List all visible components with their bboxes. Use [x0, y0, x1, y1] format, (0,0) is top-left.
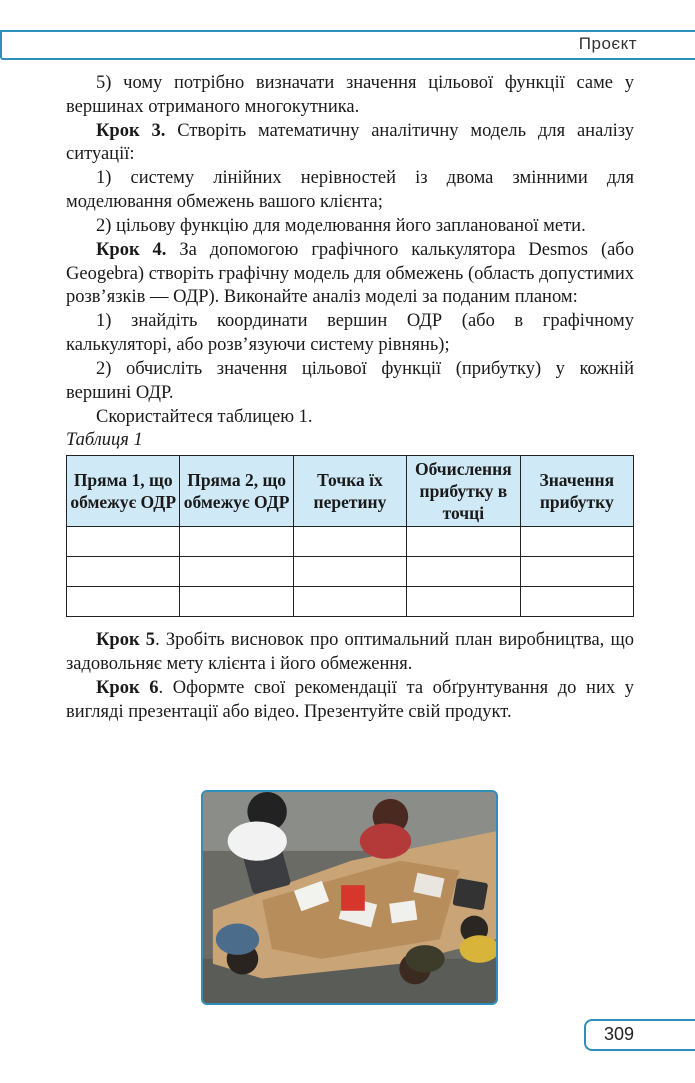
paragraph	[66, 629, 634, 676]
paragraph-text: 2) обчисліть значення цільової функції (прибутку) у кожній вершині ОДР.	[66, 359, 634, 403]
page-number-tab	[584, 1019, 695, 1051]
page-number: 309	[604, 1024, 635, 1044]
paragraph-text: . Зробіть висновок про оптимальний план виробництва, що задовольняє мету клієнта і його обмеження.	[66, 630, 634, 674]
paragraph	[66, 72, 634, 119]
page-content	[66, 72, 634, 724]
paragraph-text: 1) систему лінійних нерівностей із двома змінними для моделювання обмежень вашого клієнта;	[66, 168, 634, 212]
paragraph	[66, 120, 634, 167]
header-bar	[0, 30, 695, 60]
step-label: Крок 3.	[96, 120, 166, 141]
table-header-row	[67, 456, 634, 527]
table-cell	[407, 587, 520, 617]
step-label: Крок 5	[96, 630, 156, 651]
table-cell	[67, 527, 180, 557]
paragraph	[66, 310, 634, 357]
step-label: Крок 4.	[96, 240, 167, 261]
students-photo	[201, 790, 498, 1005]
section-title: Проєкт	[578, 34, 637, 53]
table-cell	[520, 557, 633, 587]
column-header: Точка їх перетину	[293, 456, 406, 527]
paragraph-text: 1) знайдіть координати вершин ОДР (або в графічному калькуляторі, або розв’язуючи систему рівнянь);	[66, 311, 634, 356]
table-row	[67, 587, 634, 617]
paragraph-text: . Оформте свої рекомендації та обґрунтування до них у вигляді презентації або відео. Презентуйте свій продукт.	[66, 678, 634, 722]
column-header: Пряма 1, що обмежує ОДР	[67, 456, 180, 527]
paragraph-text: 2) цільову функцію для моделювання його запланованої мети.	[96, 216, 586, 237]
table-cell	[293, 587, 406, 617]
table-caption: Таблиця 1	[66, 430, 143, 451]
table-cell	[180, 587, 293, 617]
column-header: Обчислення прибутку в точці	[407, 456, 520, 527]
paragraph-text: За допомогою графічного калькулятора Desmos (або Geogebra) створіть графічну модель для обмежень (область допустимих розв’язків — ОДР). Виконайте аналіз моделі за поданим планом:	[66, 240, 634, 308]
paragraph	[66, 358, 634, 405]
paragraph	[66, 239, 634, 310]
data-table	[66, 455, 634, 617]
table-cell	[67, 587, 180, 617]
paragraph	[66, 406, 634, 430]
table-cell	[407, 527, 520, 557]
table-cell	[180, 557, 293, 587]
step-label: Крок 6	[96, 678, 159, 699]
table-cell	[407, 557, 520, 587]
column-header: Значення прибутку	[520, 456, 633, 527]
paragraph-text: Створіть математичну аналітичну модель для аналізу ситуації:	[66, 120, 634, 165]
table-row	[67, 527, 634, 557]
paragraph-text: Скористайтеся таблицею 1.	[96, 406, 313, 427]
paragraph	[66, 677, 634, 724]
table-cell	[67, 557, 180, 587]
table-cell	[180, 527, 293, 557]
table-cell	[293, 557, 406, 587]
table-row	[67, 557, 634, 587]
table-cell	[293, 527, 406, 557]
paragraph	[66, 215, 634, 239]
table-cell	[520, 527, 633, 557]
paragraph	[66, 167, 634, 214]
paragraph-text: 5) чому потрібно визначати значення цільової функції саме у вершинах отриманого многокутника.	[66, 73, 634, 117]
photo-illustration	[203, 792, 496, 1003]
table-cell	[520, 587, 633, 617]
column-header: Пряма 2, що обмежує ОДР	[180, 456, 293, 527]
